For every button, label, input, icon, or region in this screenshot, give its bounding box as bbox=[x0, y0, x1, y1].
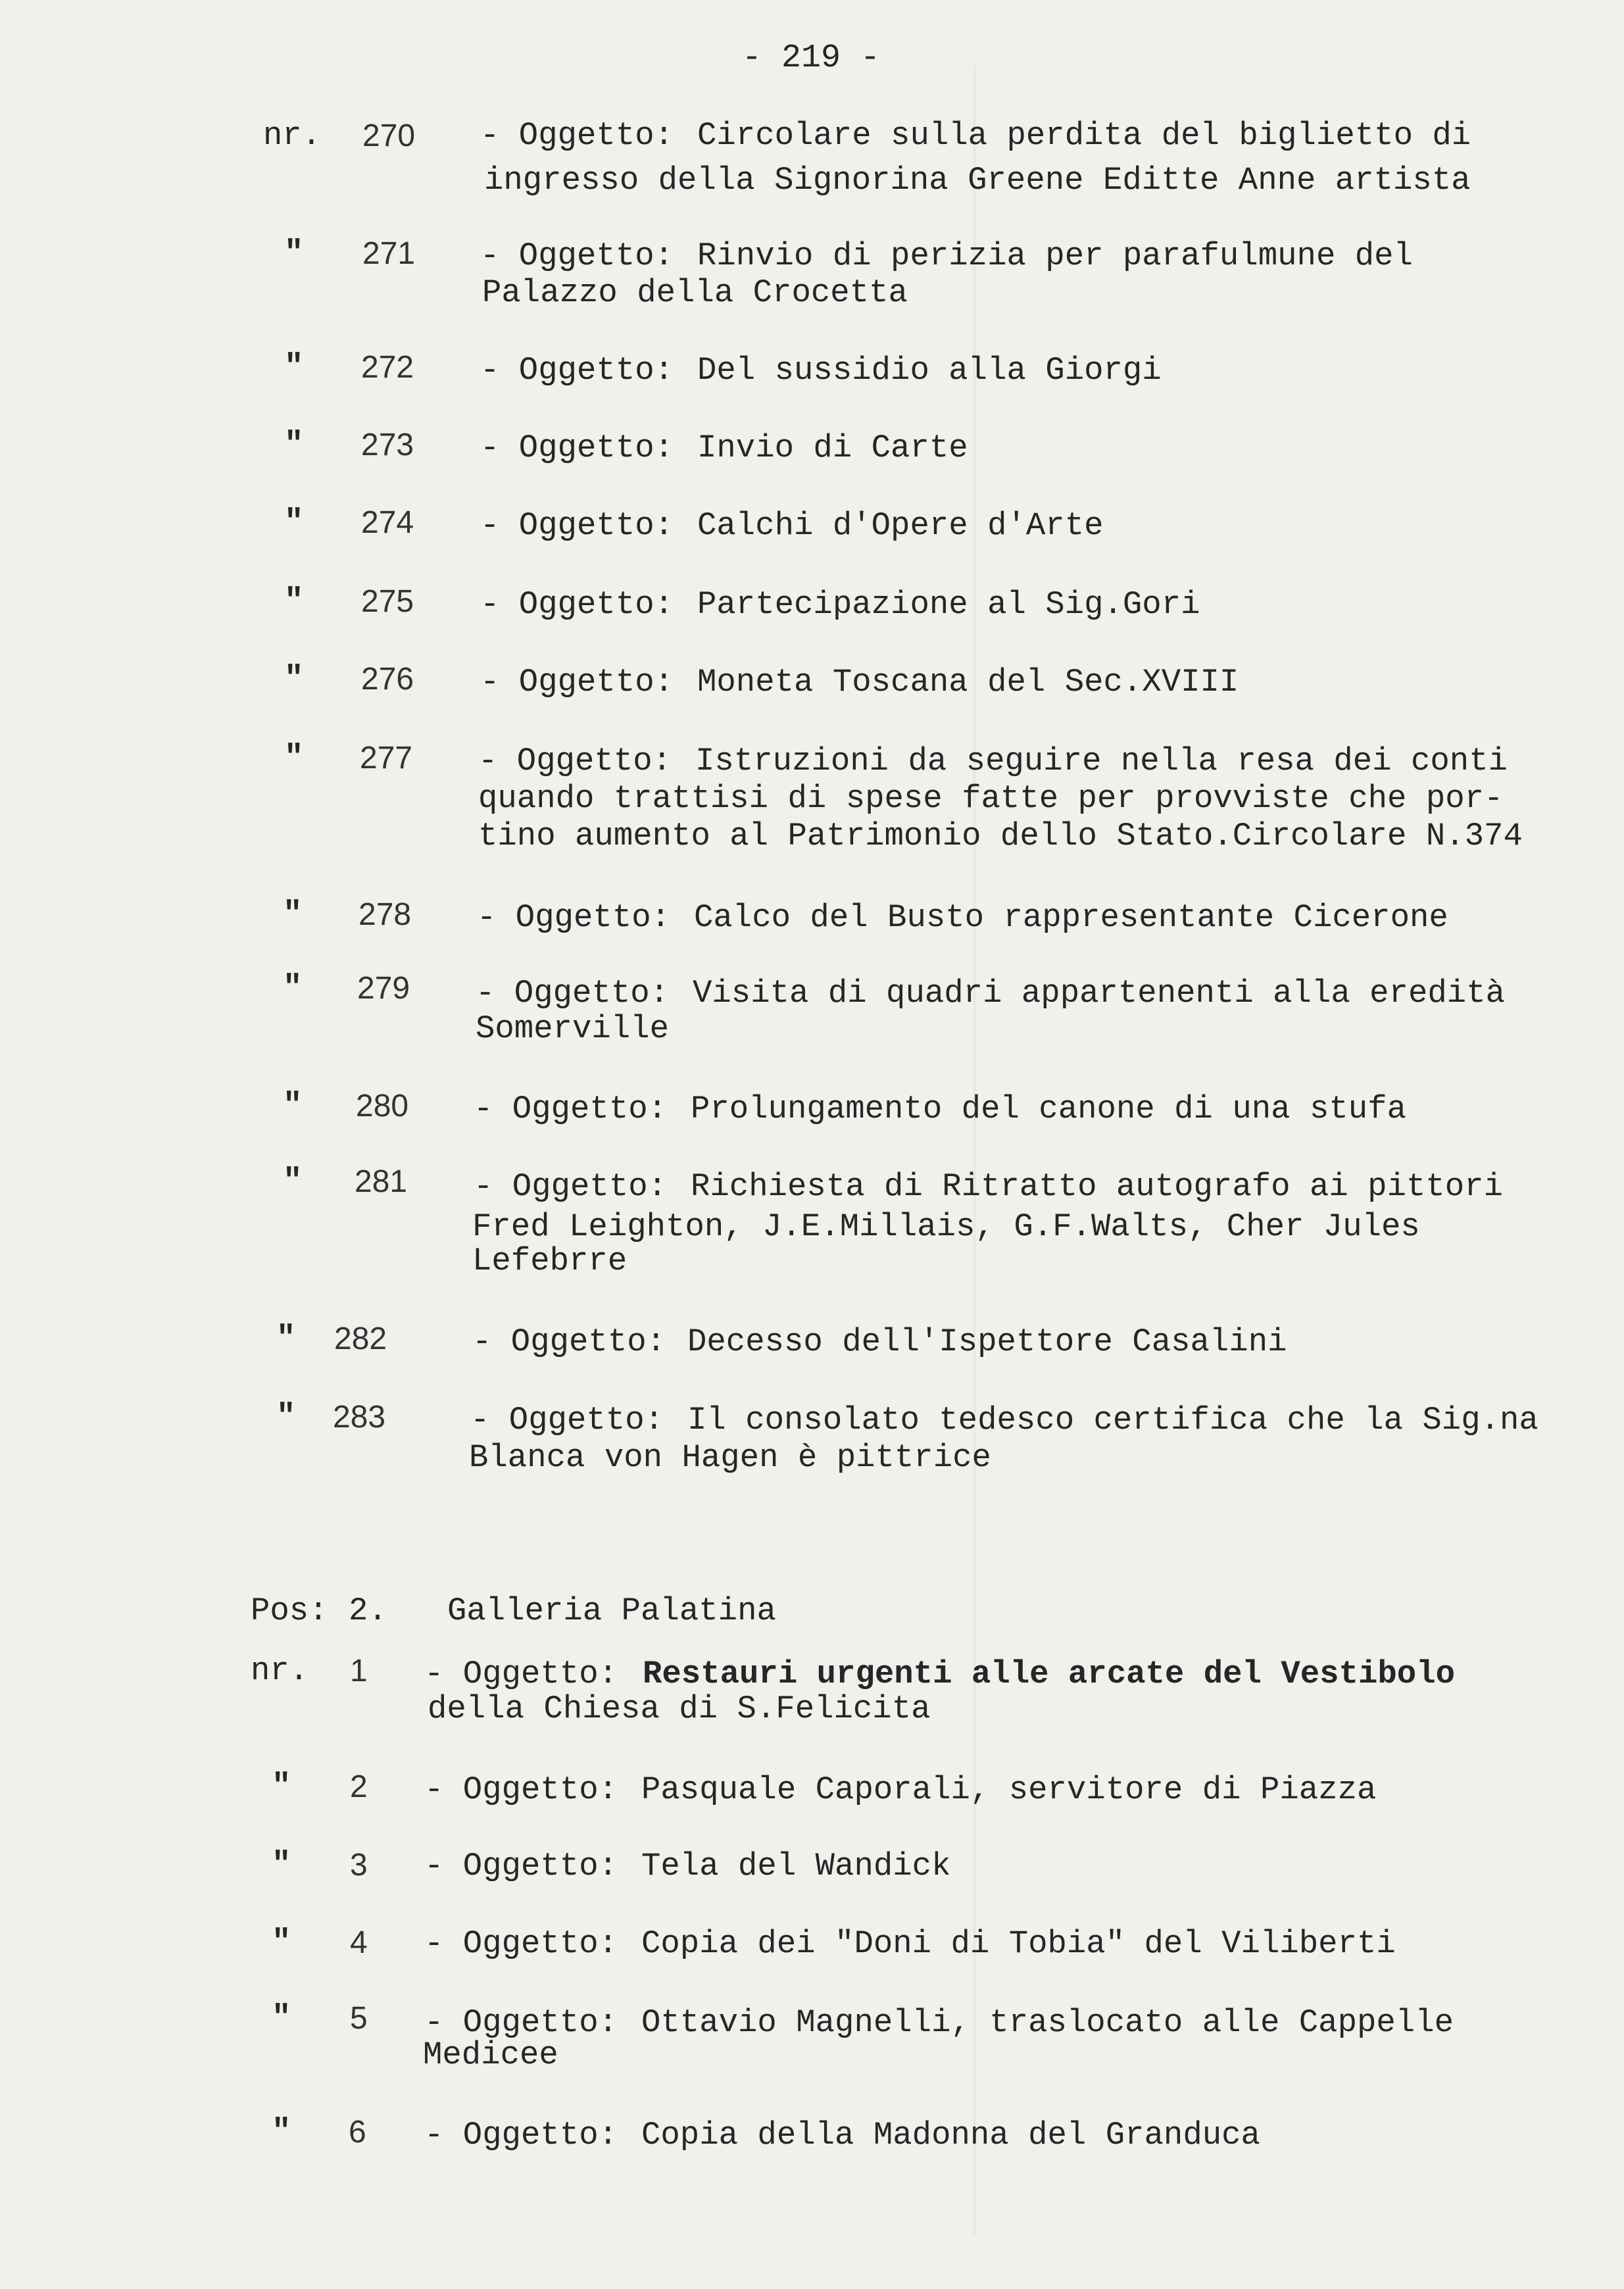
ditto-mark: " bbox=[284, 235, 304, 272]
entry-number-275: 275 bbox=[361, 584, 414, 619]
entry-text: Rinvio di perizia per parafulmune del bbox=[697, 237, 1413, 274]
pos-number: 2. bbox=[349, 1592, 387, 1629]
entry-number-3: 3 bbox=[350, 1848, 368, 1883]
entry-number-272: 272 bbox=[361, 350, 414, 385]
entry-text: Decesso dell'Ispettore Casalini bbox=[687, 1323, 1287, 1360]
entry-number-276: 276 bbox=[361, 662, 414, 697]
entry-label: - Oggetto: bbox=[474, 1168, 668, 1205]
entry-text: Richiesta di Ritratto autografo ai pittori bbox=[691, 1168, 1504, 1205]
entry-text: Il consolato tedesco certifica che la Sig.na bbox=[687, 1402, 1538, 1439]
entry-text: Del sussidio alla Giorgi bbox=[697, 352, 1162, 389]
entry-label: - Oggetto: bbox=[470, 1402, 664, 1439]
ditto-mark: " bbox=[283, 896, 303, 933]
entry-text: Copia della Madonna del Granduca bbox=[641, 2117, 1260, 2154]
ditto-mark: " bbox=[272, 2113, 291, 2150]
entry-number-273: 273 bbox=[361, 428, 414, 462]
ditto-mark: " bbox=[276, 1320, 296, 1357]
entry-text: Medicee bbox=[423, 2036, 558, 2073]
ditto-mark: " bbox=[283, 1087, 303, 1124]
nr-prefix: nr. bbox=[263, 117, 322, 154]
entry-label: - Oggetto: bbox=[424, 1656, 618, 1692]
entry-label: - Oggetto: bbox=[424, 2117, 618, 2154]
entry-text: Istruzioni da seguire nella resa dei conti bbox=[695, 743, 1508, 779]
entry-number-281: 281 bbox=[355, 1164, 408, 1199]
entry-label: - Oggetto: bbox=[480, 352, 674, 389]
pos-label: Pos: bbox=[251, 1592, 328, 1629]
entry-text: Lefebrre bbox=[472, 1243, 627, 1279]
entry-label: - Oggetto: bbox=[424, 2004, 618, 2041]
entry-text: ingresso della Signorina Greene Editte Anne artista bbox=[484, 162, 1471, 199]
ditto-mark: " bbox=[284, 426, 304, 463]
entry-number-274: 274 bbox=[361, 505, 414, 540]
ditto-mark: " bbox=[284, 660, 304, 697]
entry-number-279: 279 bbox=[357, 971, 410, 1006]
entry-text: Partecipazione al Sig.Gori bbox=[697, 586, 1200, 623]
entry-number-280: 280 bbox=[356, 1089, 409, 1123]
entry-text: Ottavio Magnelli, traslocato alle Cappelle bbox=[641, 2004, 1454, 2041]
entry-number-282: 282 bbox=[334, 1321, 387, 1356]
entry-number-1: 1 bbox=[350, 1654, 368, 1688]
ditto-mark: " bbox=[284, 504, 304, 541]
entry-text: Restauri urgenti alle arcate del Vestibolo bbox=[643, 1656, 1456, 1692]
entry-number-278: 278 bbox=[358, 897, 412, 932]
entry-text: Invio di Carte bbox=[697, 430, 968, 466]
entry-text: Prolungamento del canone di una stufa bbox=[691, 1091, 1406, 1127]
entry-number-271: 271 bbox=[362, 236, 416, 271]
entry-number-5: 5 bbox=[350, 2001, 368, 2036]
entry-label: - Oggetto: bbox=[480, 586, 674, 623]
entry-number-6: 6 bbox=[349, 2115, 366, 2150]
entry-label: - Oggetto: bbox=[424, 1771, 618, 1808]
ditto-mark: " bbox=[272, 1768, 291, 1805]
entry-text: Copia dei "Doni di Tobia" del Viliberti bbox=[641, 1925, 1396, 1962]
entry-text: Palazzo della Crocetta bbox=[482, 274, 908, 311]
entry-text: Calco del Busto rappresentante Cicerone bbox=[694, 899, 1448, 936]
entry-text: Calchi d'Opere d'Arte bbox=[697, 507, 1104, 544]
entry-text: Blanca von Hagen è pittrice bbox=[469, 1439, 991, 1476]
entry-label: - Oggetto: bbox=[480, 664, 674, 701]
ditto-mark: " bbox=[272, 2000, 291, 2036]
entry-label: - Oggetto: bbox=[480, 237, 674, 274]
scan-artifact bbox=[973, 66, 975, 2236]
entry-text: Visita di quadri appartenenti alla eredità bbox=[693, 975, 1506, 1012]
entry-label: - Oggetto: bbox=[476, 975, 670, 1012]
entry-number-270: 270 bbox=[362, 118, 416, 153]
entry-text: Pasquale Caporali, servitore di Piazza bbox=[641, 1771, 1377, 1808]
ditto-mark: " bbox=[284, 583, 304, 620]
entry-label: - Oggetto: bbox=[472, 1323, 666, 1360]
ditto-mark: " bbox=[283, 970, 303, 1006]
entry-text: della Chiesa di S.Felicita bbox=[428, 1690, 931, 1727]
ditto-mark: " bbox=[284, 349, 304, 385]
page-number: - 219 - bbox=[742, 39, 881, 77]
section-title: Galleria Palatina bbox=[447, 1592, 776, 1629]
entry-label: - Oggetto: bbox=[424, 1848, 618, 1884]
ditto-mark: " bbox=[276, 1398, 296, 1435]
entry-number-283: 283 bbox=[333, 1400, 386, 1435]
entry-text: Moneta Toscana del Sec.XVIII bbox=[697, 664, 1239, 701]
entry-label: - Oggetto: bbox=[478, 743, 672, 779]
entry-number-4: 4 bbox=[350, 1925, 368, 1960]
entry-text: Circolare sulla perdita del biglietto di bbox=[697, 117, 1471, 154]
entry-text: quando trattisi di spese fatte per provviste che por- bbox=[478, 780, 1504, 817]
entry-text: Somerville bbox=[476, 1010, 670, 1047]
entry-label: - Oggetto: bbox=[477, 899, 671, 936]
entry-text: Tela del Wandick bbox=[641, 1848, 951, 1884]
entry-number-277: 277 bbox=[360, 741, 413, 775]
entry-label: - Oggetto: bbox=[480, 430, 674, 466]
entry-text: tino aumento al Patrimonio dello Stato.Circolare N.374 bbox=[478, 818, 1523, 854]
entry-label: - Oggetto: bbox=[480, 117, 674, 154]
entry-label: - Oggetto: bbox=[480, 507, 674, 544]
entry-text: Fred Leighton, J.E.Millais, G.F.Walts, Cher Jules bbox=[472, 1208, 1420, 1245]
entry-label: - Oggetto: bbox=[474, 1091, 668, 1127]
ditto-mark: " bbox=[272, 1846, 291, 1883]
ditto-mark: " bbox=[272, 1924, 291, 1961]
entry-number-2: 2 bbox=[350, 1769, 368, 1804]
entry-label: - Oggetto: bbox=[424, 1925, 618, 1962]
ditto-mark: " bbox=[283, 1163, 303, 1200]
nr-prefix: nr. bbox=[251, 1652, 309, 1689]
ditto-mark: " bbox=[284, 739, 304, 776]
